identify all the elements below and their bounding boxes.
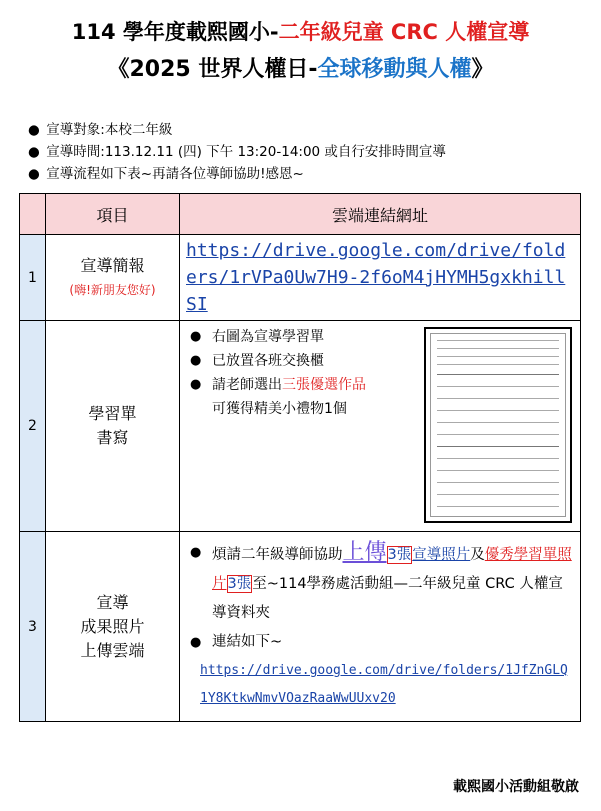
- table-row: [20, 235, 581, 321]
- item-text: 及: [470, 547, 485, 563]
- subtitle-end: 》: [471, 57, 494, 82]
- table-row: [20, 532, 581, 722]
- row2-title-b: 書寫: [96, 428, 129, 447]
- row-number: 3: [20, 532, 46, 722]
- row3-title-a: 宣導: [96, 592, 129, 612]
- row2-content-cell: [180, 321, 581, 532]
- row1-link-cell: [180, 235, 581, 321]
- program-table: [19, 193, 581, 722]
- table-row: [20, 321, 581, 532]
- row-number: 1: [20, 235, 46, 321]
- header-empty: [20, 194, 46, 235]
- title-part: 114 學年度載熙國小-: [71, 20, 279, 44]
- list-item: ● 連結如下~: [190, 628, 574, 657]
- item-highlight: 三張優選作品: [282, 377, 366, 393]
- row2-title-a: 學習單: [88, 404, 137, 423]
- title-highlight: 二年級兒童 CRC 人權宣導: [278, 20, 530, 44]
- row1-title: 宣導簡報: [80, 255, 145, 275]
- subtitle-highlight: 全球移動與人權: [317, 57, 472, 82]
- worksheet-page: [430, 333, 566, 517]
- row-number: 2: [20, 321, 46, 532]
- bullet-time: ● 宣導時間:113.12.11 (四) 下午 13:20-14:00 或自行安排時間宣導: [28, 144, 446, 160]
- bullet-text: 宣導流程如下表~再請各位導師協助!感恩~: [46, 166, 304, 182]
- row1-note: (嗨!新朋友您好): [69, 282, 156, 297]
- row3-list: [180, 538, 574, 657]
- header-link: 雲端連結網址: [180, 194, 581, 235]
- list-item: ● 已放置各班交換櫃: [190, 349, 580, 373]
- bullet-text: 宣導對象:本校二年級: [46, 122, 173, 138]
- worksheet-thumbnail: [424, 327, 572, 523]
- item-text: 請老師選出: [212, 377, 282, 393]
- bullet-flow: ● 宣導流程如下表~再請各位導師協助!感恩~: [28, 166, 304, 182]
- list-item: ● 右圖為宣導學習單: [190, 325, 580, 349]
- count-highlight: 3張: [387, 547, 412, 563]
- worksheet-highlight: 優秀學習單照片: [212, 547, 572, 592]
- subtitle-part: 《2025 世界人權日-: [107, 57, 318, 82]
- signature: 載熙國小活動組敬啟: [453, 779, 579, 795]
- item-text: 煩請二年級導師協助: [212, 547, 343, 563]
- row-title: [46, 321, 180, 532]
- row3-title-b: 成果照片: [80, 616, 145, 636]
- table-header-row: [20, 194, 581, 235]
- photo-highlight: 宣導照片: [412, 547, 471, 563]
- bullet-target: ● 宣導對象:本校二年級: [28, 122, 173, 138]
- row-title: [46, 235, 180, 321]
- title-line-2: [0, 52, 601, 83]
- row3-title-c: 上傳雲端: [80, 640, 145, 660]
- row-title: [46, 532, 180, 722]
- header-item: 項目: [46, 194, 180, 235]
- upload-highlight: 上傳: [342, 540, 387, 565]
- slides-link[interactable]: https://drive.google.com/drive/folders/1rVPa0Uw7H9-2f6oM4jHYMH5gxkhillSI: [186, 240, 566, 315]
- upload-folder-link[interactable]: https://drive.google.com/drive/folders/1JfZnGLQ1Y8KtkwNmvVOazRaaWwUUxv20: [200, 663, 568, 706]
- item-text: 可獲得精美小禮物1個: [212, 401, 347, 417]
- list-item: [190, 538, 574, 628]
- count-highlight: 3張: [227, 576, 252, 592]
- bullet-text: 宣導時間:113.12.11 (四) 下午 13:20-14:00 或自行安排時間宣導: [46, 144, 446, 160]
- row3-content-cell: [180, 532, 581, 722]
- item-text: 至~114學務處活動組—二年級兒童 CRC 人權宣導資料夾: [212, 576, 563, 621]
- title-line-1: [0, 16, 601, 46]
